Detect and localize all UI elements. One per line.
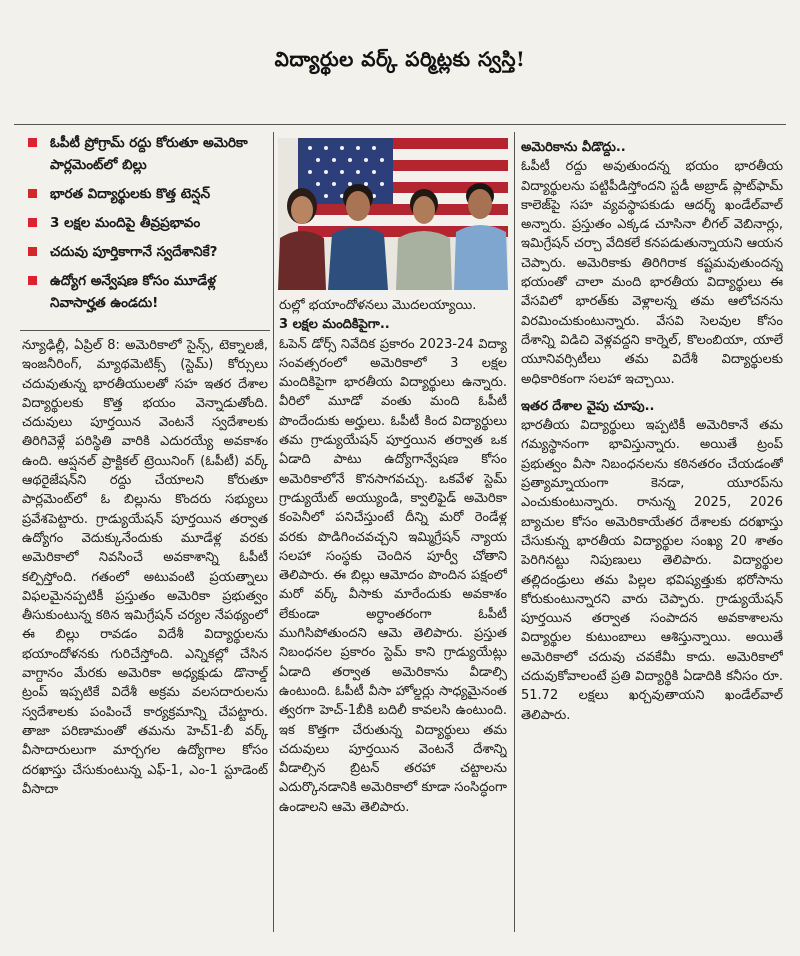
highlights-rule (20, 330, 270, 331)
column-3 (521, 138, 783, 936)
highlights-box (28, 132, 268, 321)
headline-rule (14, 124, 786, 125)
column-divider-2 (514, 132, 515, 932)
students-photo (278, 138, 508, 290)
column-2-body: ఓపెన్ డోర్స్ నివేదిక ప్రకారం 2023-24 విద్యా సంవత్సరంలో అమెరికాలో 3 లక్షల మందికిపైగా భారతీయ విద్యార్థులు ఉన్నారు. వీరిలో మూడో వంతు మంది ఓపీటీ పొందేందుకు అర్హులు. ఓపీటీ కింద విద్యార్థులు తమ గ్రాడ్యుయేషన్ పూర్తయిన తర్వాత ఒక ఏడాది పాటు ఉద్యోగాన్వేషణ కోసం అమెరికాలోనే కొనసాగవచ్చు. ఒకవేళ స్టెమ్ గ్రాడ్యుయేట్ అయ్యుండి, క్వాలిఫైడ్ అమెరికా కంపెనీలో పనిచేస్తుంటే దీన్ని మరో రెండేళ్ల వరకు పొడిగించవచ్చని ఇమ్మిగ్రేషన్ న్యాయ సలహా సంస్థకు చెందిన పూర్వీ చోతాని తెలిపారు. ఈ బిల్లు ఆమోదం పొందిన పక్షంలో మరో వర్క్ వీసాకు మారేందుకు అవకాశం లేకుండా అర్ధాంతరంగా ఓపీటీ ముగిసిపోతుందని ఆమె తెలిపారు. ప్రస్తుత నిబంధనల ప్రకారం స్టెమ్ కాని గ్రాడ్యుయేట్లు ఏడాది తర్వాత అమెరికాను వీడాల్సి ఉంటుంది. ఓపీటీ వీసా హోల్డర్లు సాధ్యమైనంత త్వరగా హెచ్-1బీకి బదిలీ కావలసి ఉంటుంది. ఇక కొత్తగా చేరుతున్న విద్యార్థులు తమ చదువులు పూర్తయిన వెంటనే దేశాన్ని వీడాల్సిన బ్రిటన్ తరహా చట్టాలను ఎదుర్కొనడానికి అమెరికాలో కూడా సంసిద్ధంగా ఉండాలని ఆమె తెలిపారు. (279, 336, 507, 815)
bullet-icon (28, 247, 37, 256)
subhead-dont-leave-america: అమెరికాను వీడొద్దు.. (521, 140, 626, 155)
column-3-body-2: భారతీయ విద్యార్థులు ఇప్పటికీ అమెరికానే తమ గమ్యస్థానంగా భావిస్తున్నారు. అయితే ట్రంప్ ప్రభుత్వం వీసా నిబంధనలను కఠినతరం చేయడంతో ప్రత్యామ్నాయంగా కెనడా, యూరప్‌ను ఎంచుకుంటున్నారు. రానున్న 2025, 2026 బ్యాచుల కోసం అమెరికాయేతర దేశాలకు దరఖాస్తు చేసుకున్న భారతీయ విద్యార్థుల సంఖ్య 20 శాతం పెరిగినట్టు నిపుణులు తెలిపారు. విద్యార్థుల తల్లిదండ్రులు తమ పిల్లల భవిష్యత్తుకు భరోసాను కోరుకుంటున్నారని వారు చెప్పారు. గ్రాడ్యుయేషన్ పూర్తయిన తర్వాత సంపాదన అవకాశాలను విద్యార్థుల కుటుంబాలు ఆశిస్తున్నాయి. అయితే అమెరికాలో చదువు చవకేమీ కాదు. అమెరికాలో చదువుకోవాలంటే ప్రతి విద్యార్థికి ఏడాదికి కనీసం రూ. 51.72 లక్షలు ఖర్చవుతాయని ఖండేల్‌వాల్ తెలిపారు. (521, 418, 783, 723)
subhead-other-countries: ఇతర దేశాల వైపు చూపు.. (521, 398, 655, 414)
highlight-item: భారత విద్యార్థులకు కొత్త టెన్షన్ (28, 183, 268, 205)
subhead-3-lakhs: 3 లక్షల మందికిపైగా.. (279, 317, 390, 333)
column-2 (279, 296, 507, 936)
bullet-icon (28, 189, 37, 198)
bullet-icon (28, 276, 37, 285)
highlight-item: ఉద్యోగ అన్వేషణ కోసం మూడేళ్ల నివాసార్హత ఉండదు! (28, 270, 268, 314)
bullet-icon (28, 138, 37, 147)
column-1-body: న్యూఢిల్లీ, ఏప్రిల్ 8: అమెరికాలో సైన్స్, టెక్నాలజీ, ఇంజనీరింగ్, మ్యాథమెటిక్స్ (స్టెమ్) కోర్సులు చదువుతున్న భారతీయులతో సహ ఇతర దేశాల విద్యార్థులకు కొత్త భయం వెన్నాడుతోంది. చదువులు పూర్తయిన వెంటనే స్వదేశాలకు తిరిగివెళ్లే పరిస్థితి వారికి ఎదురయ్యే అవకాశం ఉంది. ఆప్షనల్ ప్రాక్టికల్ ట్రెయినింగ్ (ఓపీటీ) వర్క్ ఆథరైజేషన్‌ని రద్దు చేయాలని కోరుతూ పార్లమెంట్‌లో ఓ బిల్లును కొందరు సభ్యులు ప్రవేశపెట్టారు. గ్రాడ్యుయేషన్ పూర్తయిన తర్వాత ఉద్యోగం వెదుక్కునేందుకు మూడేళ్ల వరకు అమెరికాలో నివసించే అవకాశాన్ని ఓపీటీ కల్పిస్తోంది. గతంలో అటువంటి ప్రయత్నాలు విఫలమైనప్పటికీ ప్రస్తుతం అమెరికా ప్రభుత్వం తీసుకుంటున్న కఠిన ఇమిగ్రేషన్ చర్యల నేపథ్యంలో ఈ బిల్లు రావడం విదేశీ విద్యార్థులను భయాందోళనకు గురిచేస్తోంది. ఎన్నికల్లో చేసిన వాగ్దానం మేరకు అమెరికా అధ్యక్షుడు డొనాల్డ్ ట్రంప్ ఇప్పటికే విదేశీ అక్రమ వలసదారులను స్వదేశాలకు పంపించే కార్యక్రమాన్ని చేపట్టారు. తాజా పరిణామంతో తమను హెచ్1-బీ వర్క్ వీసాదారులుగా మార్చగల ఉద్యోగాల కోసం దరఖాస్తు చేసుకుంటున్న ఎఫ్-1, ఎం-1 స్టూడెంట్ వీసాదా (22, 338, 268, 797)
highlight-item: చదువు పూర్తికాగానే స్వదేశానికే? (28, 241, 268, 263)
highlight-item: 3 లక్షల మందిపై తీవ్రప్రభావం (28, 212, 268, 234)
flag-students-illustration (278, 138, 508, 290)
column-3-body-1: ఓపీటీ రద్దు అవుతుందన్న భయం భారతీయ విద్యార్థులను పట్టిపీడిస్తోందని స్టడీ అబ్రాడ్ ప్లాట్‌ఫామ్ కాలెజ్‌పై సహ వ్యవస్థాపకుడు ఆదర్శ్ ఖండేల్‌వాల్ అన్నారు. ప్రస్తుతం ఎక్కడ చూసినా లీగల్ వెబినార్లు, ఇమిగ్రేషన్ చర్చా వేదికలే కనపడుతున్నాయని ఆయన చెప్పారు. అమెరికాకు తిరిగిరాక కష్టమవుతుందన్న భయంతో చాలా మంది భారతీయ విద్యార్థులు ఈ వేసవిలో భారత్‌కు వెళ్లాలన్న తమ ఆలోచనను విరమించుకుంటున్నారు. వేసవి సెలవుల కోసం దేశాన్ని విడిచి వెళ్లవద్దని కార్నెల్, కొలంబియా, యాలే యూనివర్సిటీలు తమ విదేశీ విద్యార్థులకు అధికారికంగా సలహా ఇచ్చాయి. (521, 159, 783, 387)
column-1 (22, 336, 268, 936)
bullet-icon (28, 218, 37, 227)
highlight-item: ఓపీటీ ప్రోగ్రామ్ రద్దు కోరుతూ అమెరికా పార్లమెంట్‌లో బిల్లు (28, 132, 268, 176)
column-2-lead: రుల్లో భయాందోళనలు మొదలయ్యాయి. (279, 298, 477, 313)
headline: విద్యార్థుల వర్క్ పర్మిట్లకు స్వస్తి! (274, 46, 526, 71)
column-divider-1 (273, 132, 274, 932)
